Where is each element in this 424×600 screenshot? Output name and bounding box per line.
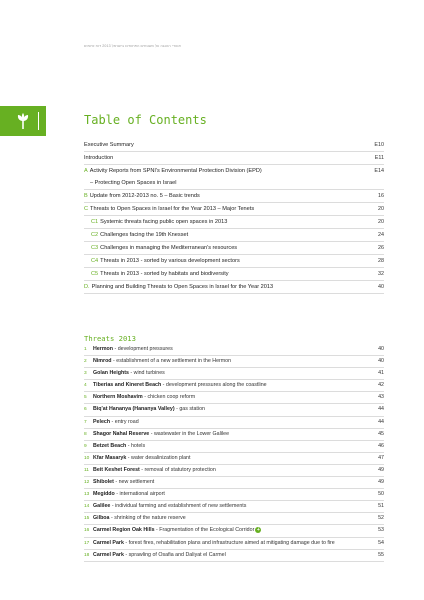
threat-entry[interactable] [84, 525, 384, 537]
toc-entry-page: 20 [378, 219, 384, 225]
threat-description: - hotels [126, 442, 146, 449]
toc-entry-page: 40 [378, 284, 384, 290]
threat-number: 5 [84, 395, 87, 401]
threat-number: 18 [84, 552, 90, 558]
threat-number: 2 [84, 359, 87, 365]
toc-entry-marker: A [84, 168, 88, 174]
toc-entry[interactable] [84, 268, 384, 281]
threat-entry[interactable] [84, 550, 384, 562]
band-divider [38, 112, 39, 130]
toc-entry-marker: C [84, 206, 89, 212]
toc-entry[interactable] [84, 165, 384, 177]
threat-entry[interactable] [84, 489, 384, 501]
running-header: איגודי ההגנה על השטחים הפתוחים בישראל 2013 דוח איומים [84, 44, 181, 48]
threat-name: Northern Moshavim [93, 394, 143, 401]
toc-entry-marker: C1 [91, 219, 99, 225]
threat-number: 11 [84, 467, 89, 473]
threat-description: - new settlement [113, 479, 155, 486]
threat-number: 7 [84, 419, 87, 425]
threat-description: - sprawling of Osafia and Daliyat el Carmel [123, 551, 226, 558]
section-band [0, 106, 46, 136]
threat-number: 16 [84, 528, 90, 534]
threat-name: Shagor Nahal Reserve [93, 430, 150, 437]
toc-entry[interactable] [84, 255, 384, 268]
threats-list [84, 344, 384, 562]
threat-page: 49 [378, 466, 384, 473]
threat-entry[interactable] [84, 465, 384, 477]
threat-entry[interactable] [84, 380, 384, 392]
threat-description: - development pressures [113, 346, 173, 352]
toc-entry-title: Threats in 2013 - sorted by various development sectors [100, 258, 240, 264]
toc-entry-page: E14 [374, 168, 384, 174]
threat-name: Carmel Park [93, 551, 124, 558]
threat-page: 50 [378, 491, 384, 498]
threat-name: Hermon [93, 346, 114, 352]
threat-description: - wastewater in the Lower Galilee [149, 430, 230, 437]
threat-name: Carmel Region Oak Hills [93, 527, 155, 534]
toc-entry-page: E11 [374, 155, 384, 161]
threat-entry[interactable] [84, 392, 384, 404]
threat-entry[interactable] [84, 344, 384, 356]
threat-page: 53 [378, 527, 384, 534]
threat-page: 47 [378, 454, 384, 461]
threat-entry[interactable] [84, 513, 384, 525]
toc-entry[interactable] [84, 242, 384, 255]
toc-entry-title: – Protecting Open Spaces in Israel [90, 180, 177, 186]
page-title: Table of Contents [84, 113, 207, 127]
table-of-contents [84, 139, 384, 294]
toc-entry-marker: C4 [91, 258, 99, 264]
threat-number: 14 [84, 504, 90, 510]
threat-description: - entry road [110, 418, 139, 425]
toc-entry-title: Challenges facing the 19th Knesset [100, 232, 189, 238]
threat-description: - establishment of a new settlement in the Hermon [111, 358, 232, 365]
toc-entry-title: Systemic threats facing public open spaces in 2013 [100, 219, 228, 225]
toc-entry-page: 20 [378, 206, 384, 212]
threat-name: Carmel Park [93, 539, 124, 546]
threat-page: 49 [378, 479, 384, 486]
threats-heading: Threats 2013 [84, 334, 136, 343]
threat-entry[interactable] [84, 501, 384, 513]
toc-entry-title: Introduction [84, 155, 114, 161]
toc-entry-title: Planning and Building Threats to Open Spaces in Israel for the Year 2013 [91, 284, 274, 290]
threat-entry[interactable] [84, 429, 384, 441]
toc-entry[interactable] [84, 216, 384, 229]
threat-number: 12 [84, 480, 90, 486]
threat-entry[interactable] [84, 441, 384, 453]
threat-description: - forest fires, rehabilitation plans and infrastructure aimed at mitigating damage due to fire [123, 539, 335, 546]
threat-number: 9 [84, 443, 87, 449]
toc-entry-title: Threats in 2013 - sorted by habitats and biodiversity [100, 271, 229, 277]
toc-entry-page: 32 [378, 271, 384, 277]
toc-entry-marker: C3 [91, 245, 99, 251]
threat-page: 44 [378, 418, 384, 425]
toc-entry-title: Threats to Open Spaces in Israel for the Year 2013 – Major Tenets [90, 206, 255, 212]
threat-name: Megiddo [93, 491, 115, 498]
threat-entry[interactable] [84, 417, 384, 429]
threat-page: 45 [378, 430, 384, 437]
threat-page: 41 [378, 370, 384, 377]
threat-description: - water desalinization plant [126, 454, 191, 461]
toc-entry-page: 16 [378, 193, 384, 199]
toc-entry-title: Activity Reports from SPNI's Environmental Protection Division (EPD) [89, 168, 262, 174]
toc-entry[interactable] [84, 203, 384, 216]
threat-name: Shibolet [93, 479, 114, 486]
threat-page: 42 [378, 382, 384, 389]
threat-name: Beit Keshet Forest [93, 466, 140, 473]
toc-entry-page: E10 [374, 142, 384, 148]
threat-entry[interactable] [84, 538, 384, 550]
toc-entry-page: 26 [378, 245, 384, 251]
plus-circle-icon[interactable]: + [256, 527, 260, 533]
threat-description: - development pressures along the coastline [161, 382, 267, 389]
threat-entry[interactable] [84, 368, 384, 380]
threat-number: 15 [84, 516, 90, 522]
threat-page: 51 [378, 503, 384, 510]
threat-page: 40 [378, 358, 384, 365]
threat-number: 4 [84, 383, 87, 389]
threat-page: 55 [378, 551, 384, 558]
threat-description: - shrinking of the nature reserve [109, 515, 186, 522]
threat-description: - individual farming and establishment of new settlements [110, 503, 247, 510]
toc-entry-title: Challenges in managing the Mediterranean's resources [100, 245, 238, 251]
sprout-icon [16, 112, 30, 130]
threat-name: Golan Heights [93, 370, 129, 377]
toc-entry-marker: C5 [91, 271, 99, 277]
toc-entry[interactable] [84, 190, 384, 203]
toc-entry[interactable] [84, 152, 384, 165]
threat-description: - wind turbines [128, 370, 165, 377]
toc-entry-marker: D. [84, 284, 90, 290]
threat-entry[interactable] [84, 356, 384, 368]
toc-entry-title: Update from 2012-2013 no. 5 – Basic trends [89, 193, 200, 199]
threat-entry[interactable] [84, 453, 384, 465]
threat-number: 3 [84, 371, 87, 377]
threat-name: Biq'at Hananya (Hananya Valley) [93, 406, 175, 413]
threat-description: - gas station [174, 406, 205, 413]
toc-entry-page: 28 [378, 258, 384, 264]
threat-name: Nimrod [93, 358, 112, 365]
threat-number: 13 [84, 492, 90, 498]
threat-page: 46 [378, 442, 384, 449]
toc-entry-page: 24 [378, 232, 384, 238]
toc-entry[interactable] [84, 281, 384, 294]
threat-page: 52 [378, 515, 384, 522]
threat-name: Gilboa [93, 515, 110, 522]
threat-name: Pelech [93, 418, 111, 425]
threat-number: 10 [84, 455, 90, 461]
threat-number: 1 [84, 347, 87, 352]
threat-page: 43 [378, 394, 384, 401]
toc-entry[interactable] [84, 229, 384, 242]
threat-name: Betzet Beach [93, 442, 127, 449]
threat-entry[interactable] [84, 404, 384, 416]
threat-description: - chicken coop reform [142, 394, 196, 401]
threat-name: Kfar Masaryk [93, 454, 127, 461]
threat-description: - removal of statutory protection [139, 466, 216, 473]
toc-entry-marker: B [84, 193, 88, 199]
threat-page: 54 [378, 539, 384, 546]
toc-entry-title: Executive Summary [84, 142, 134, 148]
threat-page: 40 [378, 346, 384, 352]
threat-number: 6 [84, 407, 87, 413]
toc-entry-marker: C2 [91, 232, 99, 238]
threat-name: Tiberias and Kineret Beach [93, 382, 162, 389]
threat-description: - international airport [114, 491, 165, 498]
threat-page: 44 [378, 406, 384, 413]
toc-entry[interactable] [84, 139, 384, 152]
toc-entry[interactable] [84, 177, 384, 190]
threat-description: - Fragmentation of the Ecological Corridor [154, 527, 255, 534]
threat-number: 8 [84, 431, 87, 437]
threat-name: Galilee [93, 503, 111, 510]
threat-entry[interactable] [84, 477, 384, 489]
threat-number: 17 [84, 540, 90, 546]
